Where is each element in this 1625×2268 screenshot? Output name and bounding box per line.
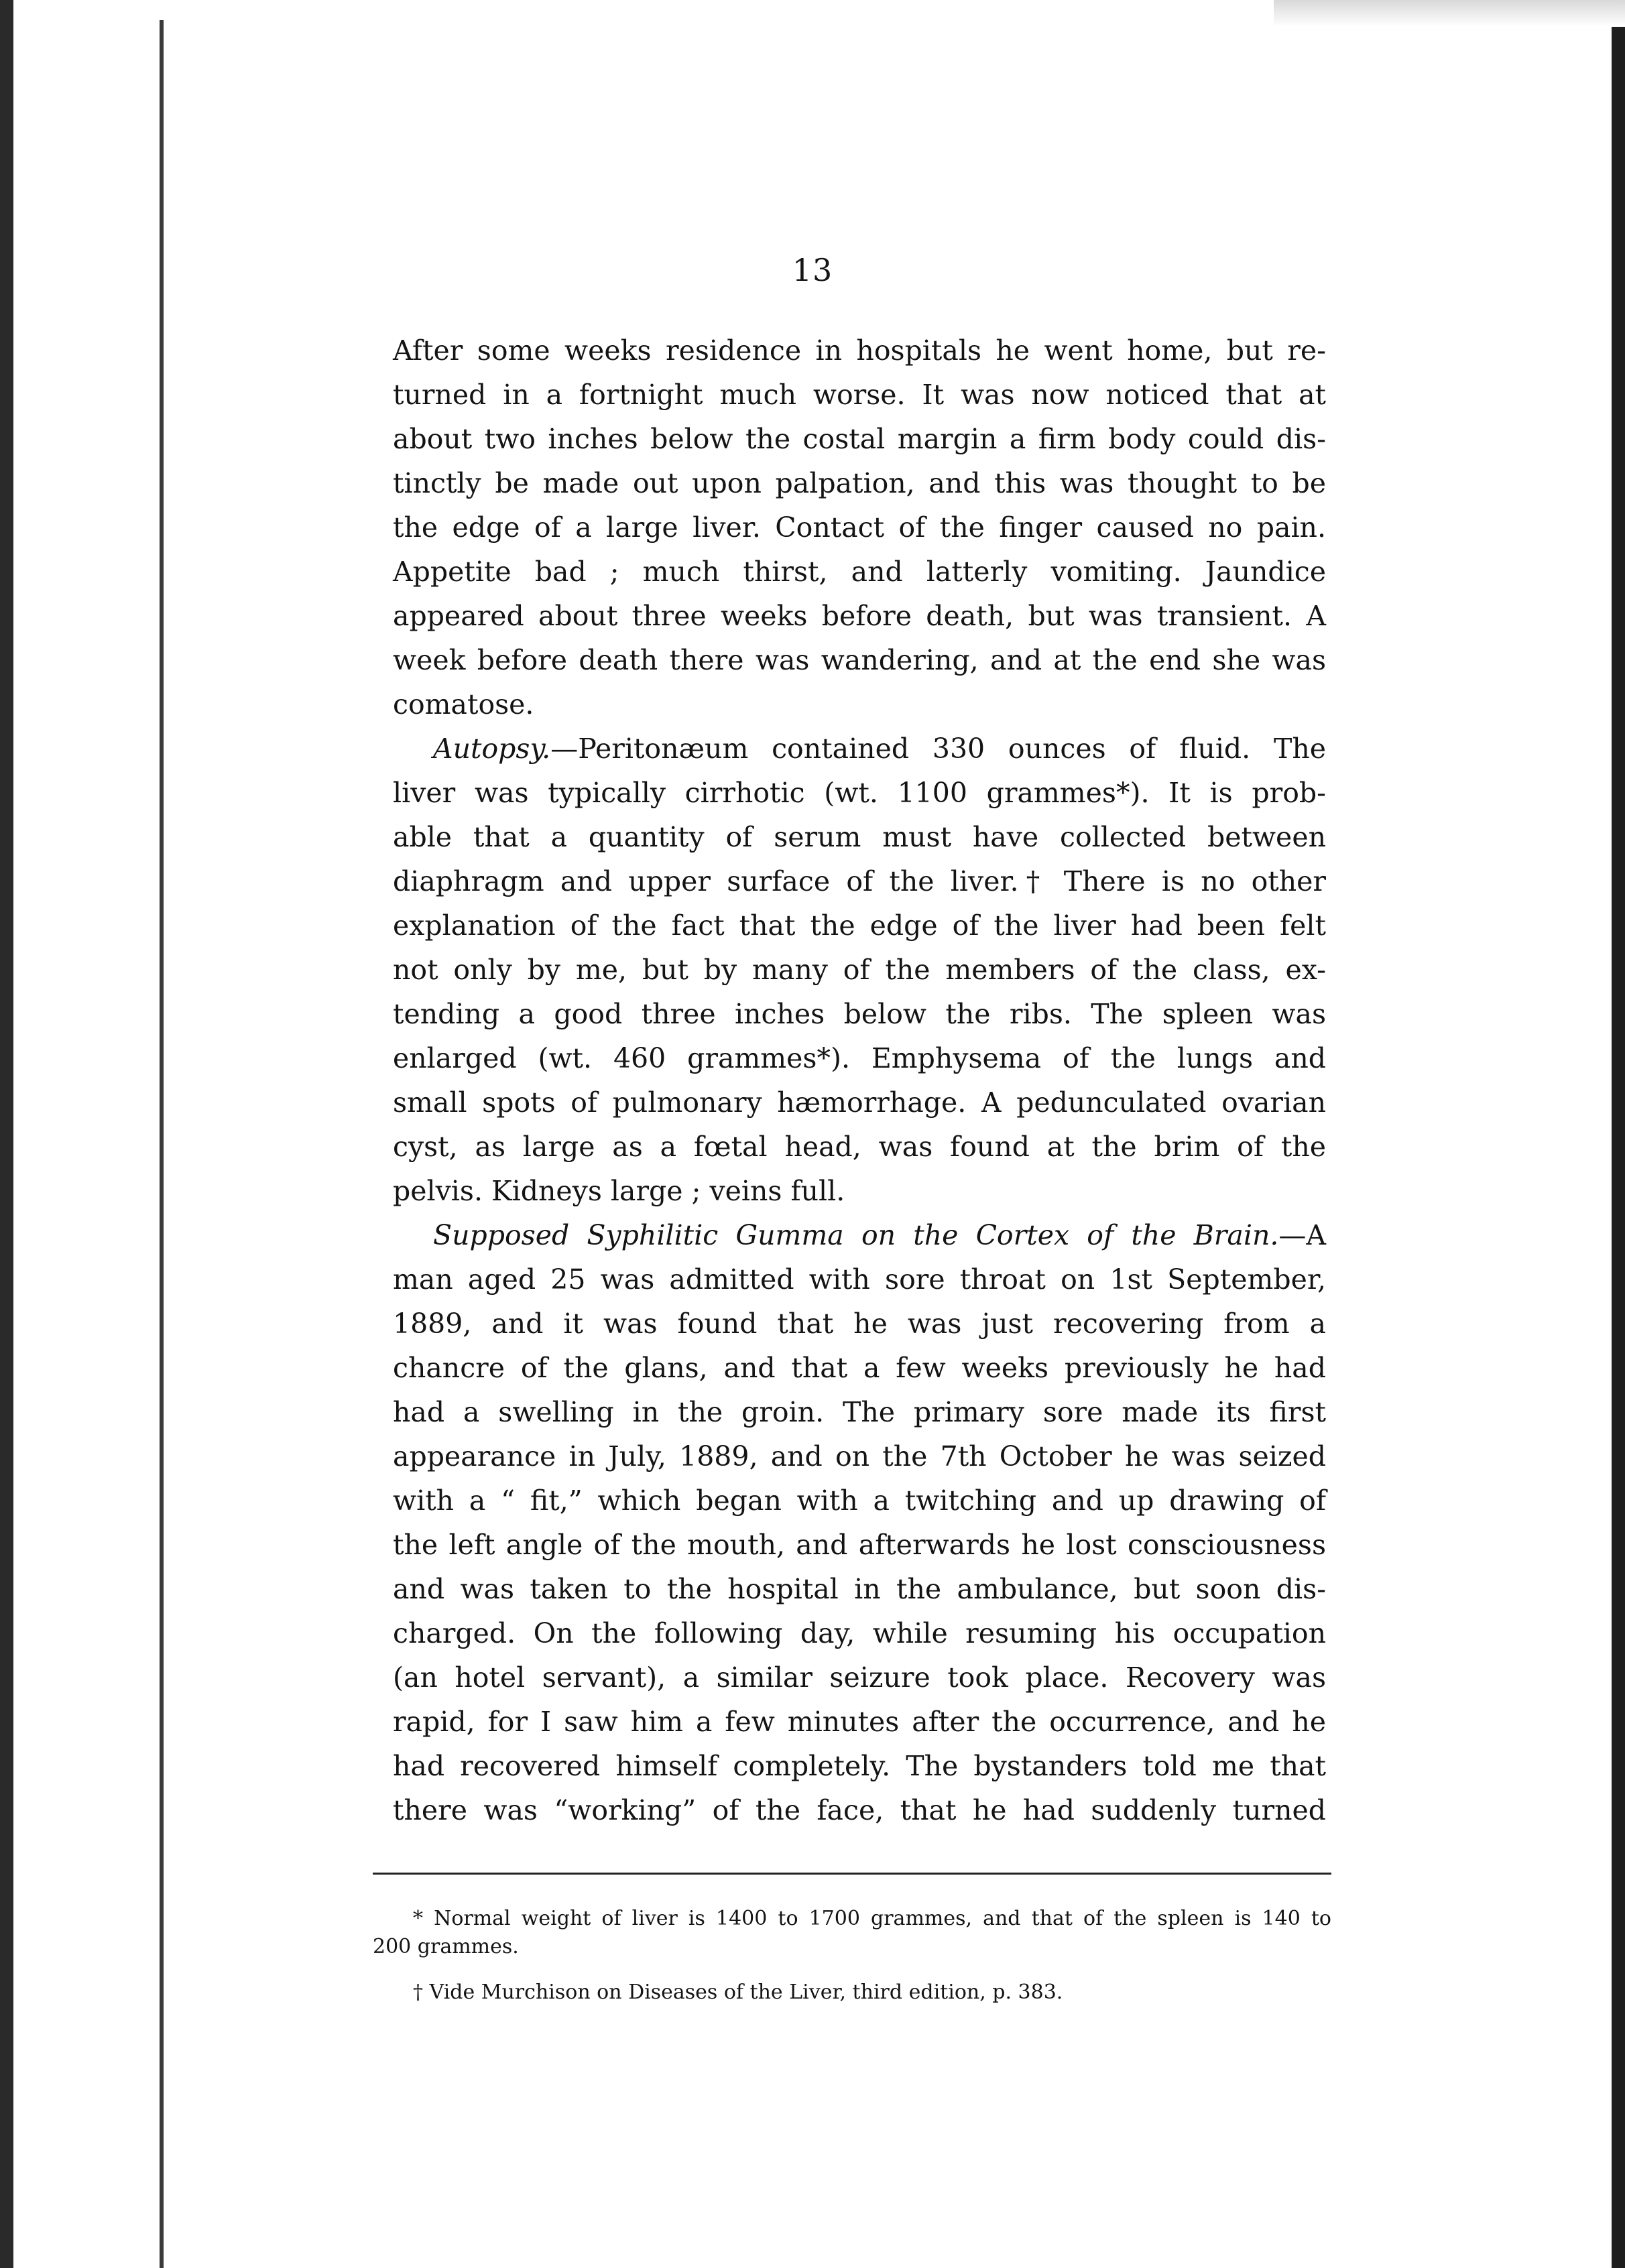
text-line: enlarged (wt. 460 grammes*). Emphysema of the lungs and [393,1042,1326,1074]
text-line: Appetite bad ; much thirst, and latterly vomiting. Jaundice [393,556,1326,588]
text-line: had recovered himself completely. The bystanders told me that [393,1750,1326,1782]
heading-line-rest: —A [1278,1219,1326,1251]
text-line: appeared about three weeks before death, but was transient. A [393,600,1326,632]
text-line: there was “working” of the face, that he had suddenly turned [393,1794,1326,1826]
footnote-divider [373,1873,1331,1875]
text-line: After some weeks residence in hospitals he went home, but re- [393,334,1326,367]
footnote-line: 200 grammes. [373,1935,519,1958]
text-line: diaphragm and upper surface of the liver.† There is no other [393,865,1326,897]
text-line: able that a quantity of serum must have collected between [393,821,1326,853]
text-line: appearance in July, 1889, and on the 7th October he was seized [393,1440,1326,1472]
paragraph-autopsy [393,727,1326,1213]
text-line: the edge of a large liver. Contact of the finger caused no pain. [393,511,1326,544]
footnote-line: † Vide Murchison on Diseases of the Liver, third edition, p. 383. [413,1980,1063,2004]
text-line: cyst, as large as a fœtal head, was found at the brim of the [393,1131,1326,1163]
text-line: the left angle of the mouth, and afterwards he lost consciousness [393,1529,1326,1561]
text-line: 1889, and it was found that he was just recovering from a [393,1308,1326,1340]
scan-smudge [1274,0,1625,27]
text-line: with a “ fit,” which began with a twitching and up drawing of [393,1485,1326,1517]
paragraph-gumma [393,1213,1326,1832]
paragraph-heading: Supposed Syphilitic Gumma on the Cortex of the Brain. [433,1219,1279,1251]
gutter-rule [160,20,164,2268]
paragraph-1 [393,328,1326,727]
footnote-liver-weight [373,1905,1331,1961]
text-line: pelvis. Kidneys large ; veins full. [393,1175,845,1207]
body-text [393,328,1326,1832]
scan-edge-left [0,0,13,2268]
page-number: 13 [792,252,833,288]
text-line: tending a good three inches below the ribs. The spleen was [393,998,1326,1030]
text-line: explanation of the fact that the edge of the liver had been felt [393,909,1326,942]
text-line: chancre of the glans, and that a few weeks previously he had [393,1352,1326,1384]
text-line: man aged 25 was admitted with sore throat on 1st September, [393,1263,1326,1296]
text-line: tinctly be made out upon palpation, and this was thought to be [393,467,1326,499]
heading-line-rest: —Peritonæum contained 330 ounces of fluid. The [550,733,1326,765]
text-line: (an hotel servant), a similar seizure took place. Recovery was [393,1661,1326,1694]
footnotes [373,1905,1331,2007]
text-line: and was taken to the hospital in the ambulance, but soon dis- [393,1573,1326,1605]
footnote-murchison [373,1978,1331,2007]
text-line [393,1213,1326,1257]
text-line: had a swelling in the groin. The primary sore made its first [393,1396,1326,1428]
text-line: rapid, for I saw him a few minutes after the occurrence, and he [393,1706,1326,1738]
text-line: not only by me, but by many of the members of the class, ex- [393,954,1326,986]
text-line: week before death there was wandering, and at the end she was [393,644,1326,676]
text-line [393,727,1326,771]
text-line: about two inches below the costal margin a firm body could dis- [393,423,1326,455]
footnote-line: * Normal weight of liver is 1400 to 1700 grammes, and that of the spleen is 140 to [413,1907,1331,1930]
text-line: comatose. [393,688,534,720]
scan-edge-right [1612,0,1625,2268]
paragraph-heading: Autopsy. [433,733,551,765]
text-line: liver was typically cirrhotic (wt. 1100 grammes*). It is prob- [393,777,1326,809]
text-line: small spots of pulmonary hæmorrhage. A pedunculated ovarian [393,1086,1326,1119]
text-line: turned in a fortnight much worse. It was now noticed that at [393,379,1326,411]
text-line: charged. On the following day, while resuming his occupation [393,1617,1326,1649]
